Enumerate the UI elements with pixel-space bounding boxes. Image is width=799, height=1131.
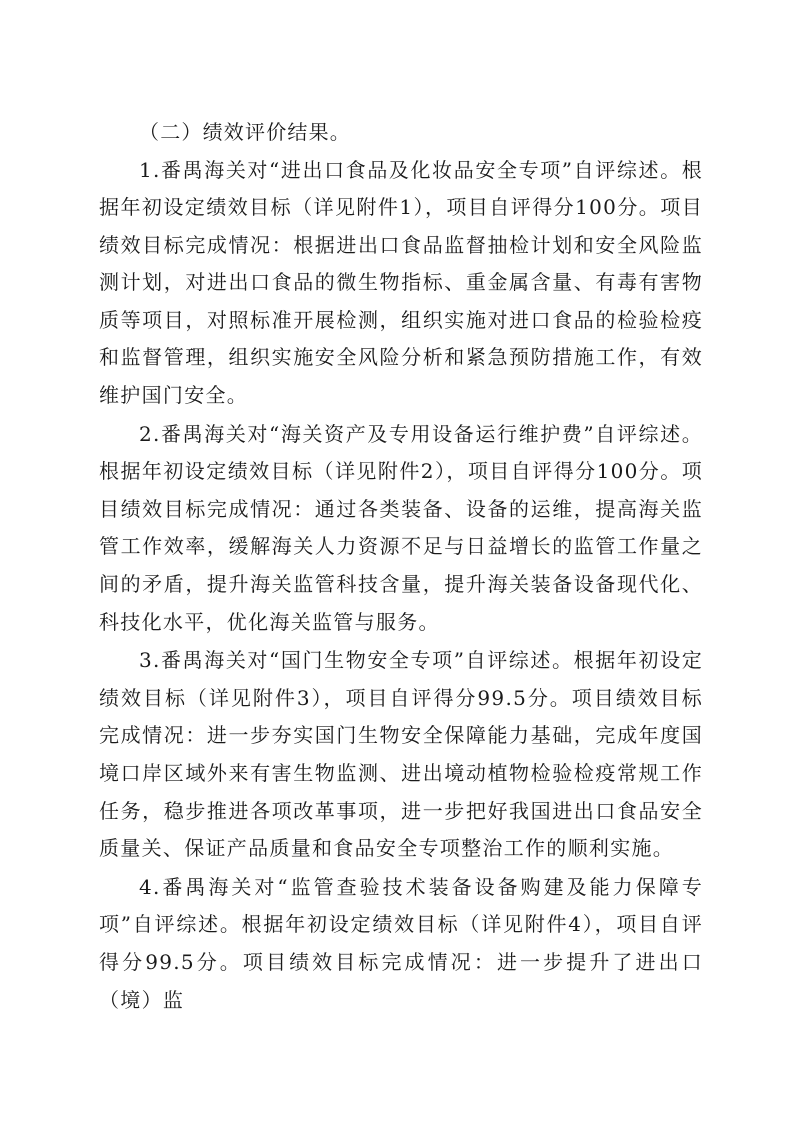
paragraph-3: 3.番禺海关对“国门生物安全专项”自评综述。根据年初设定绩效目标（详见附件3），项目自评得分99.5分。项目绩效目标完成情况：进一步夯实国门生物安全保障能力基础，完成年度国境口岸区域外来有害生物监测、进出境动植物检验检疫常规工作任务，稳步推进各项改革事项，进一步把好我国进出口食品安全质量关、保证产品质量和食品安全专项整治工作的顺利实施。 xyxy=(99,648,703,861)
paragraph-4: 4.番禺海关对“监管查验技术装备设备购建及能力保障专项”自评综述。根据年初设定绩效目标（详见附件4），项目自评得分99.5分。项目绩效目标完成情况：进一步提升了进出口（境）监 xyxy=(99,874,703,1012)
paragraph-2: 2.番禺海关对“海关资产及专用设备运行维护费”自评综述。根据年初设定绩效目标（详见附件2），项目自评得分100分。项目绩效目标完成情况：通过各类装备、设备的运维，提高海关监管工作效率，缓解海关人力资源不足与日益增长的监管工作量之间的矛盾，提升海关监管科技含量，提升海关装备设备现代化、科技化水平，优化海关监管与服务。 xyxy=(99,421,703,634)
document-page xyxy=(99,114,703,1019)
paragraph-1: 1.番禺海关对“进出口食品及化妆品安全专项”自评综述。根据年初设定绩效目标（详见附件1），项目自评得分100分。项目绩效目标完成情况：根据进出口食品监督抽检计划和安全风险监测计划，对进出口食品的微生物指标、重金属含量、有毒有害物质等项目，对照标准开展检测，组织实施对进口食品的检验检疫和监督管理，组织实施安全风险分析和紧急预防措施工作，有效维护国门安全。 xyxy=(99,157,703,408)
section-heading: （二）绩效评价结果。 xyxy=(139,120,351,144)
